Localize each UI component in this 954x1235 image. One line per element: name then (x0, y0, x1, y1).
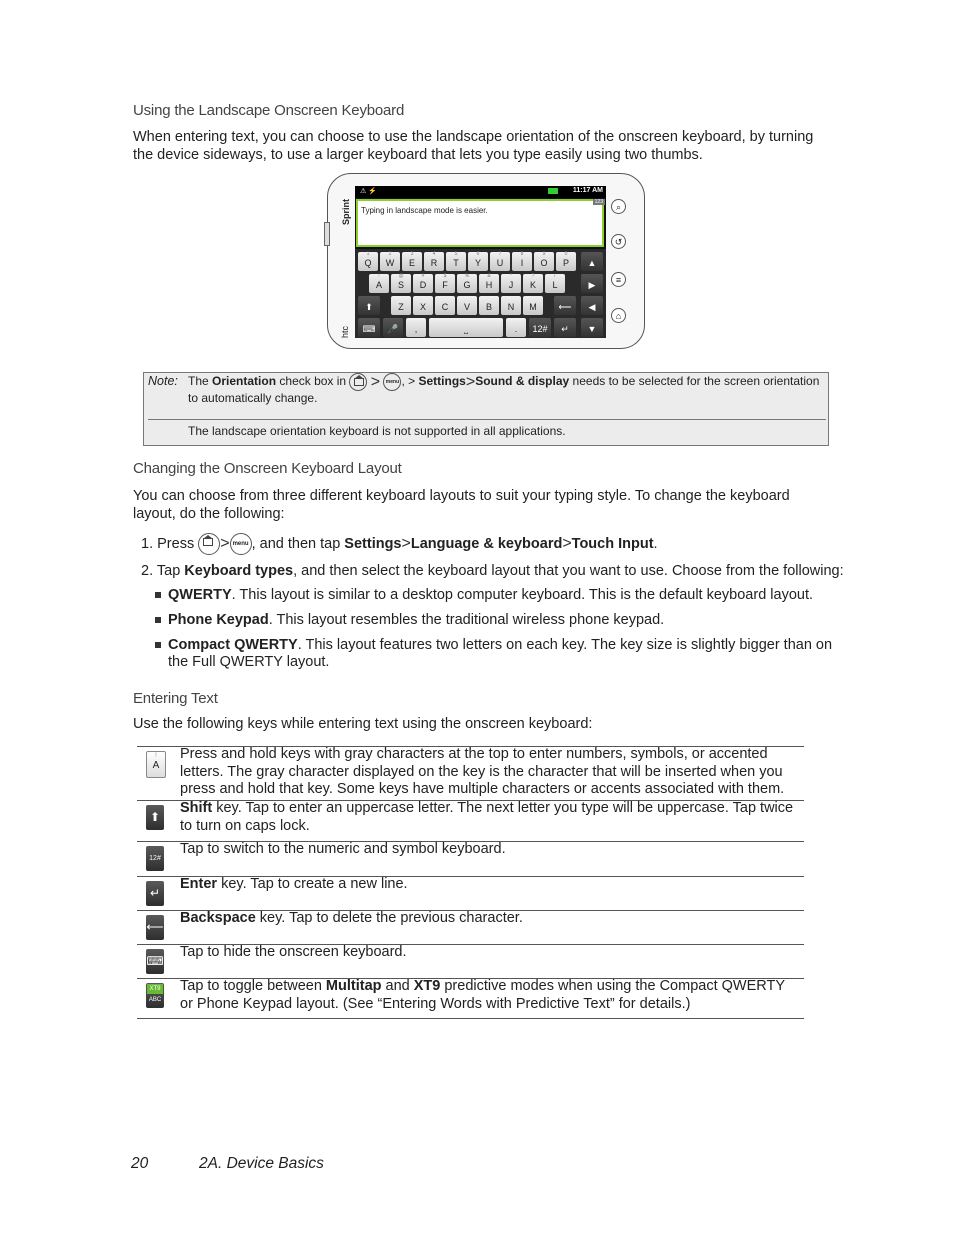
menu-icon: menu (383, 373, 401, 391)
bullet-icon (155, 592, 161, 598)
brand-logo: htc (340, 325, 350, 338)
bullet-text: . This layout resembles the traditional wireless phone keypad. (268, 612, 665, 628)
row-text: Tap to toggle between (180, 978, 326, 994)
bullet-compact-qwerty-cont: the Full QWERTY layout. (168, 654, 330, 670)
letter-key-icon: ! A (146, 751, 166, 778)
key-G[interactable]: % G (457, 274, 477, 293)
key-K[interactable]: ? K (523, 274, 543, 293)
search-icon: ⌕ (611, 199, 626, 214)
note-text: The (188, 374, 209, 389)
table-row-text (180, 800, 800, 835)
text-field[interactable] (356, 199, 604, 247)
note-bold-orientation: Orientation (212, 374, 277, 389)
arrow-sep: > (465, 373, 476, 391)
key-Y[interactable]: 6 Y (468, 252, 488, 271)
table-row-text (180, 978, 800, 1013)
bullet-bold: Compact QWERTY (168, 637, 298, 653)
row-text: predictive modes when using the Compact QWERTY or Phone Keypad layout. (See “Entering Words with Predictive Text” for details.) (180, 978, 785, 1012)
key-O[interactable]: 9 O (534, 252, 554, 271)
bullet-icon (155, 617, 161, 623)
hide-keyboard-key[interactable]: ⌨ (358, 318, 380, 337)
home-icon (349, 373, 367, 391)
row-bold: Backspace (180, 910, 256, 926)
arrow-right-key[interactable]: ▶ (581, 274, 603, 293)
key-S[interactable]: @ S (391, 274, 411, 293)
note-line2: to automatically change. (188, 391, 318, 405)
page-number: 20 (131, 1155, 149, 1172)
numeric-key-icon: 12# (146, 846, 164, 871)
key-A[interactable]: ! A (369, 274, 389, 293)
input-mode-badge: 123 (594, 199, 603, 205)
key-X[interactable]: X (413, 296, 433, 315)
key-F[interactable]: $ F (435, 274, 455, 293)
row-bold: Multitap (325, 978, 382, 994)
menu-icon: menu (230, 533, 252, 555)
step-text: Press (157, 535, 195, 552)
carrier-logo: Sprint (341, 199, 351, 225)
row-text: key. Tap to create a new line. (217, 876, 408, 892)
table-row-text (180, 910, 800, 928)
step-number: 1. (141, 535, 154, 552)
table-row-text (180, 944, 800, 962)
key-T[interactable]: 5 T (446, 252, 466, 271)
row-bold: Shift (180, 800, 213, 816)
key-M[interactable]: M (523, 296, 543, 315)
battery-icon (548, 188, 558, 194)
text-field-value: Typing in landscape mode is easier. (361, 206, 488, 215)
bullet-phone-keypad (155, 611, 664, 629)
bullet-text: . This layout features two letters on each key. The key size is slightly bigger than on (297, 637, 833, 653)
key-N[interactable]: N (501, 296, 521, 315)
bullet-qwerty (155, 586, 813, 604)
note-text: , > (401, 374, 416, 389)
arrow-up-key[interactable]: ▲ (581, 252, 603, 271)
step-bold: Settings (344, 535, 402, 552)
arrow-sep: > (220, 535, 230, 552)
row-text: Tap to switch to the numeric and symbol keyboard. (180, 841, 506, 857)
key-U[interactable]: 7 U (490, 252, 510, 271)
key-P[interactable]: 0 P (556, 252, 576, 271)
row-text: key. Tap to enter an uppercase letter. The next letter you type will be uppercase. Tap twice to turn on caps lock. (180, 800, 794, 834)
row-bold: XT9 (413, 978, 441, 994)
step-text: . (653, 535, 658, 552)
warning-icon: ⚠ ⚡ (360, 188, 377, 195)
step-text: Tap (156, 563, 181, 579)
shift-icon: ⬆ (146, 805, 164, 830)
paragraph-entering: Use the following keys while entering text using the onscreen keyboard: (133, 716, 593, 732)
bullet-bold: Phone Keypad (168, 612, 269, 628)
key-L[interactable]: / L (545, 274, 565, 293)
step-bold: Touch Input (571, 535, 654, 552)
bullet-icon (155, 642, 161, 648)
table-row-text (180, 746, 800, 799)
bullet-text: . This layout is similar to a desktop computer keyboard. This is the default keyboard layout. (231, 587, 814, 603)
xt9-toggle-icon: XT9 ABC (146, 983, 164, 1008)
row-text: Press and hold keys with gray characters at the top to enter numbers, symbols, or accented letters. The gray character displayed on the key is the character that will be inserted when you press and hold that key. Some keys have multiple characters or accents associated with them. (180, 746, 785, 797)
row-bold: Enter (180, 876, 218, 892)
key-Q[interactable]: 1 Q (358, 252, 378, 271)
note-bold-settings: Settings (418, 374, 466, 389)
phone-screen (355, 186, 606, 338)
key-R[interactable]: 4 R (424, 252, 444, 271)
section-heading-entering: Entering Text (133, 690, 218, 707)
mic-key[interactable]: 🎤 (383, 318, 403, 337)
backspace-icon: ⟵ (146, 915, 164, 940)
footer-section: 2A. Device Basics (199, 1155, 324, 1172)
onscreen-keyboard (355, 249, 606, 338)
section-heading-layout: Changing the Onscreen Keyboard Layout (133, 460, 402, 477)
step-1 (141, 533, 658, 555)
section-heading-landscape: Using the Landscape Onscreen Keyboard (133, 102, 405, 119)
comma-key[interactable]: , (406, 318, 426, 337)
step-text: , and then tap (251, 535, 341, 552)
key-B[interactable]: B (479, 296, 499, 315)
bullet-compact-qwerty (155, 636, 832, 654)
note-divider (148, 419, 826, 420)
key-C[interactable]: C (435, 296, 455, 315)
home-icon: ⌂ (611, 308, 626, 323)
num-key[interactable]: 12# (529, 318, 551, 337)
step-2 (141, 562, 844, 580)
arrow-sep: > (370, 373, 381, 391)
enter-icon: ↵ (146, 881, 164, 906)
period-key[interactable]: . (506, 318, 526, 337)
arrow-left-key[interactable]: ◀ (581, 296, 603, 315)
back-icon: ↺ (611, 234, 626, 249)
note-line1 (188, 373, 828, 391)
status-time: 11:17 AM (572, 187, 603, 194)
menu-icon: ≡ (611, 272, 626, 287)
note-bold-sound: Sound & display (475, 374, 570, 389)
step-number: 2. (141, 563, 154, 579)
hide-keyboard-icon: ⌨ (146, 949, 164, 974)
key-V[interactable]: V (457, 296, 477, 315)
key-H[interactable]: & H (479, 274, 499, 293)
key-Z[interactable]: Z (391, 296, 411, 315)
row-text: Tap to hide the onscreen keyboard. (180, 944, 407, 960)
status-bar (355, 186, 606, 198)
bullet-bold: QWERTY (168, 587, 232, 603)
arrow-sep: > (401, 535, 411, 552)
shift-key[interactable]: ⬆ (358, 296, 380, 315)
note-line3: The landscape orientation keyboard is not supported in all applications. (188, 424, 566, 438)
row-text: and (381, 978, 414, 994)
paragraph-landscape: When entering text, you can choose to use the landscape orientation of the onscreen keyboard, by turning the device sideways, to use a larger keyboard that lets you type easily using two thumbs. (133, 129, 814, 163)
key-E[interactable]: 3 E (402, 252, 422, 271)
paragraph-layout: You can choose from three different keyboard layouts to suit your typing style. To change the keyboard layout, do the following: (133, 488, 790, 522)
table-row-divider (137, 1018, 804, 1019)
note-text: needs to be selected for the screen orientation (572, 374, 820, 389)
step-bold: Keyboard types (184, 563, 294, 579)
note-label: Note: (148, 374, 178, 388)
step-text: , and then select the keyboard layout that you want to use. Choose from the following: (293, 563, 844, 579)
arrow-down-key[interactable]: ▼ (581, 318, 603, 337)
key-J[interactable]: * J (501, 274, 521, 293)
step-bold: Language & keyboard (410, 535, 563, 552)
row-text: key. Tap to delete the previous character. (255, 910, 523, 926)
key-D[interactable]: # D (413, 274, 433, 293)
phone-side-button (324, 222, 330, 246)
arrow-sep: > (562, 535, 572, 552)
space-key[interactable]: ⎵ (429, 318, 503, 337)
table-row-text (180, 876, 800, 894)
home-icon (198, 533, 220, 555)
enter-key[interactable]: ↵ (554, 318, 576, 337)
table-row-text (180, 841, 800, 859)
note-text: check box in (279, 374, 347, 389)
key-I[interactable]: 8 I (512, 252, 532, 271)
key-W[interactable]: 2 W (380, 252, 400, 271)
backspace-key[interactable]: ⟵ (554, 296, 576, 315)
